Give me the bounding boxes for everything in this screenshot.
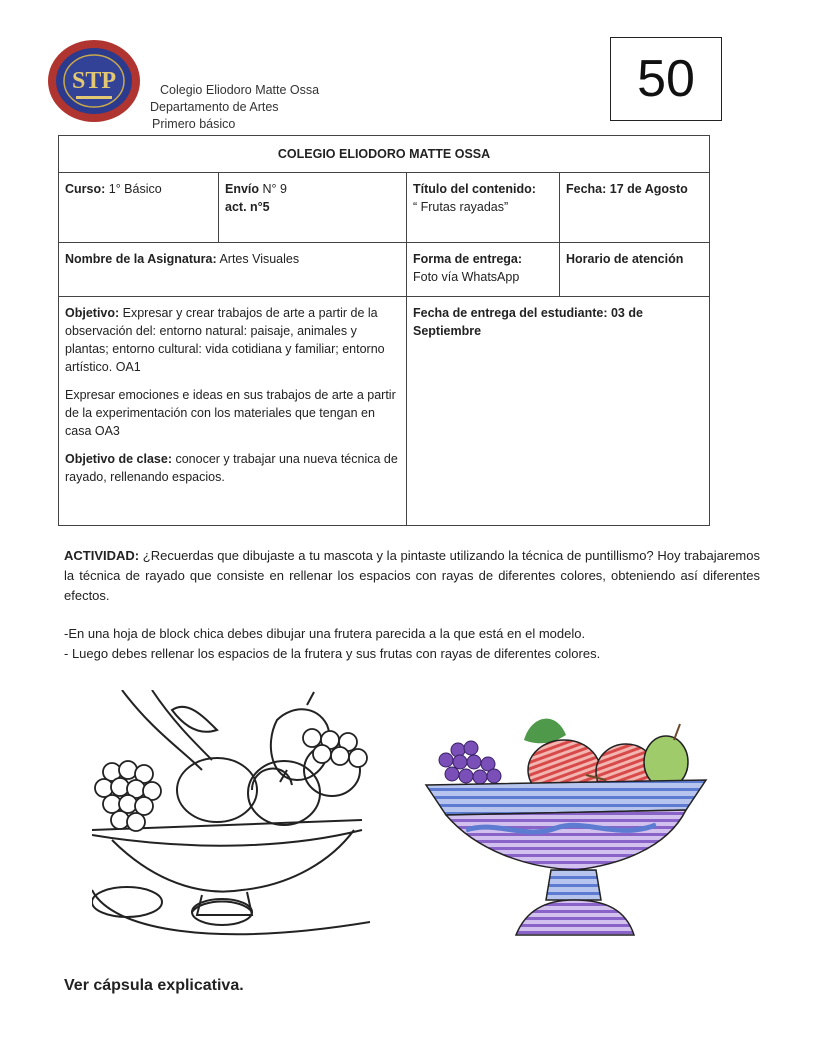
objetivo-clase-text: conocer y trabajar una nueva técnica de rayado, rellenando espacios.: [65, 452, 398, 484]
envio-value: N° 9: [259, 182, 287, 196]
objetivo-clase-label: Objetivo de clase:: [65, 452, 172, 466]
titulo-value: “ Frutas rayadas”: [413, 200, 509, 214]
school-logo: [46, 38, 142, 124]
capsule-link[interactable]: Ver cápsula explicativa.: [64, 977, 244, 994]
envio-cell: [219, 173, 407, 243]
asignatura-value: Artes Visuales: [216, 252, 300, 266]
logo-text: STP: [71, 68, 117, 94]
activity-label: ACTIVIDAD:: [64, 548, 140, 563]
school-name: Colegio Eliodoro Matte Ossa: [160, 83, 320, 97]
envio-label: Envío: [225, 182, 260, 196]
entrega-cell: [407, 243, 560, 297]
grade-number: 50: [637, 50, 695, 108]
activity-step-1: -En una hoja de block chica debes dibujar una frutera parecida a la que está en el modelo.: [64, 626, 586, 641]
fecha-label: Fecha: 17 de Agosto: [566, 182, 688, 196]
asignatura-label: Nombre de la Asignatura:: [65, 252, 217, 266]
fruit-bowl-outline-image: [92, 690, 370, 942]
objetivo-text-2: Expresar emociones e ideas en sus trabajos de arte a partir de la experimentación con los materiales que tengan en casa OA3: [65, 388, 396, 438]
fecha-entrega-cell: Fecha de entrega del estudiante: 03 de Septiembre: [407, 297, 710, 526]
info-table: [58, 135, 710, 526]
department-name: Departamento de Artes: [150, 100, 279, 114]
school-header: [150, 82, 319, 133]
objetivo-cell: [59, 297, 407, 526]
level-name: Primero básico: [152, 117, 236, 131]
horario-cell: [560, 243, 710, 297]
grade-box: [610, 37, 722, 121]
activity-step-2: - Luego debes rellenar los espacios de la frutera y sus frutas con rayas de diferentes colores.: [64, 646, 601, 661]
horario-label: Horario de atención: [566, 252, 684, 266]
entrega-label: Forma de entrega:: [413, 252, 523, 266]
asignatura-cell: [59, 243, 407, 297]
titulo-label: Título del contenido:: [413, 182, 536, 196]
objetivo-text: Expresar y crear trabajos de arte a partir de la observación del: entorno natural: paisaje, animales y plantas; entorno cultural: vida cotidiana y familiar; entorno artístico. OA1: [65, 306, 385, 374]
objetivo-label: Objetivo:: [65, 306, 120, 320]
curso-label: Curso:: [65, 182, 106, 196]
curso-value: 1° Básico: [105, 182, 162, 196]
entrega-value: Foto vía WhatsApp: [413, 270, 520, 284]
activity-section: [64, 546, 760, 664]
fruit-bowl-colored-image: [416, 700, 712, 940]
titulo-cell: [407, 173, 560, 243]
activity-text: ¿Recuerdas que dibujaste a tu mascota y la pintaste utilizando la técnica de puntillismo? Hoy trabajaremos la técnica de rayado que consiste en rellenar los espacios con rayas de diferentes colores, obteniendo así diferentes efectos.: [64, 548, 760, 603]
act-label: act. n°5: [225, 200, 270, 214]
fecha-cell: [560, 173, 710, 243]
table-title: COLEGIO ELIODORO MATTE OSSA: [59, 136, 710, 173]
curso-cell: [59, 173, 219, 243]
